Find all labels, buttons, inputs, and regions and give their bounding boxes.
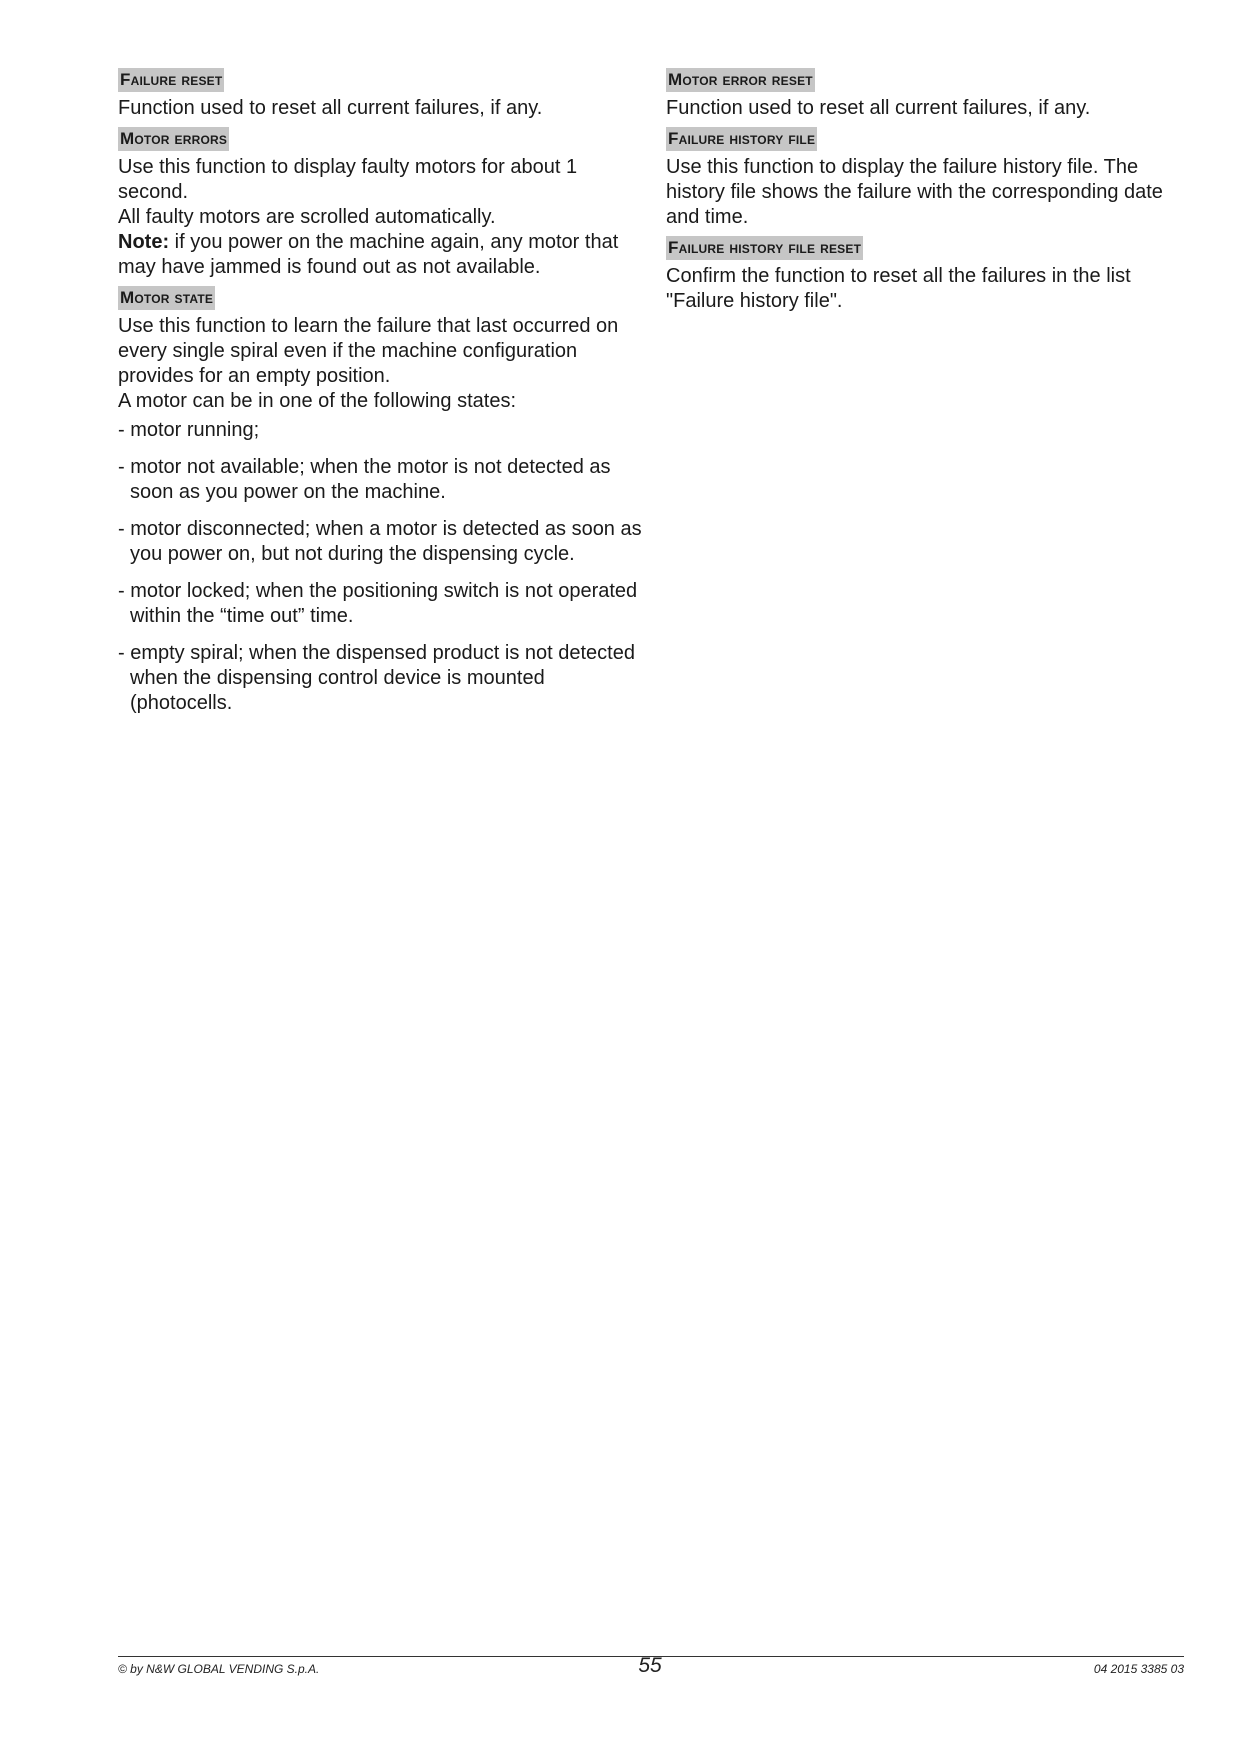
page-number: 55 bbox=[638, 1654, 662, 1677]
motor-states-list bbox=[118, 418, 643, 716]
motor-errors-text-1: Use this function to display faulty motors for about 1 second. bbox=[118, 156, 578, 203]
note-text: if you power on the machine again, any motor that may have jammed is found out as not available. bbox=[118, 231, 619, 278]
list-item: - motor locked; when the positioning switch is not operated within the “time out” time. bbox=[118, 580, 638, 627]
section-motor-error-reset bbox=[666, 68, 1191, 121]
left-column bbox=[118, 68, 643, 728]
section-motor-state bbox=[118, 286, 643, 716]
heading-motor-error-reset: Motor error reset bbox=[666, 68, 815, 92]
heading-failure-reset: Failure reset bbox=[118, 68, 224, 92]
failure-history-file-text: Use this function to display the failure history file. The history file shows the failure with the corresponding date and time. bbox=[666, 156, 1163, 228]
heading-motor-state: Motor state bbox=[118, 286, 215, 310]
section-failure-history-file bbox=[666, 127, 1191, 230]
failure-reset-text: Function used to reset all current failures, if any. bbox=[118, 97, 543, 119]
heading-failure-history-file-reset: Failure history file reset bbox=[666, 236, 863, 260]
section-failure-history-file-reset bbox=[666, 236, 1191, 314]
footer-doc-code: 04 2015 3385 03 bbox=[1093, 1662, 1184, 1676]
heading-motor-errors: Motor errors bbox=[118, 127, 229, 151]
motor-error-reset-text: Function used to reset all current failures, if any. bbox=[666, 97, 1091, 119]
footer-copyright: © by N&W GLOBAL VENDING S.p.A. bbox=[118, 1662, 320, 1676]
right-column bbox=[666, 68, 1191, 320]
heading-failure-history-file: Failure history file bbox=[666, 127, 817, 151]
motor-state-text-1: Use this function to learn the failure that last occurred on every single spiral even if the machine configuration provides for an empty position. bbox=[118, 315, 619, 387]
motor-state-text-2: A motor can be in one of the following states: bbox=[118, 390, 517, 412]
note-label: Note: bbox=[118, 231, 170, 253]
list-item: - motor running; bbox=[118, 419, 260, 441]
section-failure-reset bbox=[118, 68, 643, 121]
list-item: - empty spiral; when the dispensed product is not detected when the dispensing control device is mounted (photocells. bbox=[118, 642, 635, 714]
failure-history-file-reset-text: Confirm the function to reset all the failures in the list "Failure history file". bbox=[666, 265, 1131, 312]
motor-errors-text-2: All faulty motors are scrolled automatically. bbox=[118, 206, 496, 228]
section-motor-errors bbox=[118, 127, 643, 280]
list-item: - motor not available; when the motor is not detected as soon as you power on the machine. bbox=[118, 456, 611, 503]
list-item: - motor disconnected; when a motor is detected as soon as you power on, but not during the dispensing cycle. bbox=[118, 518, 642, 565]
motor-errors-note bbox=[118, 230, 643, 280]
